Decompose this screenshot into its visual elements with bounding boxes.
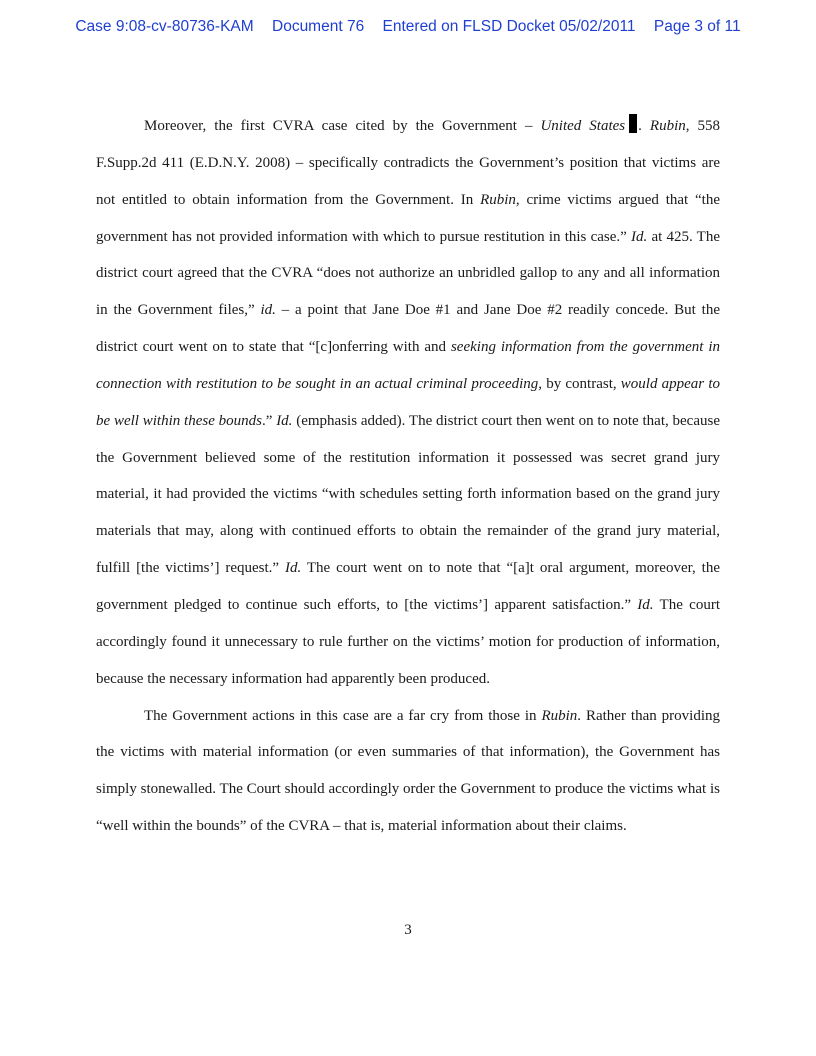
citation-italic: id. [260,302,276,319]
docket-header [0,18,816,36]
case-name-italic: Rubin [649,118,686,134]
text-span: , by contrast, [538,375,621,392]
citation-italic: Id. [284,560,302,577]
page-indicator: Page 3 of 11 [653,18,741,35]
document-body [96,108,720,845]
emphasis-italic: seeking information from the government in connection with restitution to be sought in an actual criminal proceeding [96,339,720,392]
page-number: 3 [404,922,412,938]
text-span: .” [261,412,277,429]
paragraph-2 [96,698,720,845]
text-span: , 558 F.Supp.2d 411 (E.D.N.Y. 2008) – specifically contradicts the Government’s position that victims are not entitled to obtain information from the Government. In [96,118,721,208]
case-name-italic: United States [540,118,626,134]
paragraph-1 [96,108,720,698]
text-span: The court accordingly found it unnecessary to rule further on the victims’ motion for production of information, because the necessary information had apparently been produced. [96,596,720,687]
emphasis-italic: would appear to be well within these bounds [96,375,720,429]
text-span: Moreover, the first CVRA case cited by the Government – [144,118,541,134]
text-span: , crime victims argued that “the government has not provided information with which to pursue restitution in this case.” [96,191,720,245]
text-span: . Rather than providing the victims with material information (or even summaries of that information), the Government has simply stonewalled. The Court should accordingly order the Government to produce the victims what is “well within the bounds” of the CVRA – that is, material information about their claims. [96,707,720,835]
text-span: The court went on to note that “[a]t oral argument, moreover, the government pledged to continue such efforts, to [the victims’] apparent satisfaction.” [96,560,720,613]
document-number: Document 76 [272,18,365,35]
case-number: Case 9:08-cv-80736-KAM [75,18,254,35]
text-span: – a point that Jane Doe #1 and Jane Doe #2 readily concede. But the district court went on to state that “[c]onferring with and [96,302,720,356]
case-name-italic: Rubin [541,707,578,724]
text-span: The Government actions in this case are a far cry from those in [144,707,542,724]
case-name-italic: Rubin [480,191,516,208]
text-span: at 425. The district court agreed that the CVRA “does not authorize an unbridled gallop to any and all information in the Government files,” [96,228,720,319]
citation-italic: Id. [631,228,648,245]
docket-entry: Entered on FLSD Docket 05/02/2011 [382,18,636,35]
text-span: (emphasis added). The district court then went on to note that, because the Government believed some of the restitution information it possessed was secret grand jury material, it had provided the victims “with schedules setting forth information based on the grand jury materials that may, along with continued efforts to obtain the remainder of the grand jury material, fulfill [the victims’] request.” [96,412,720,577]
citation-italic: Id. [276,412,293,429]
citation-italic: Id. [637,596,654,613]
text-span: . [638,118,650,134]
redaction-mark [629,114,637,133]
